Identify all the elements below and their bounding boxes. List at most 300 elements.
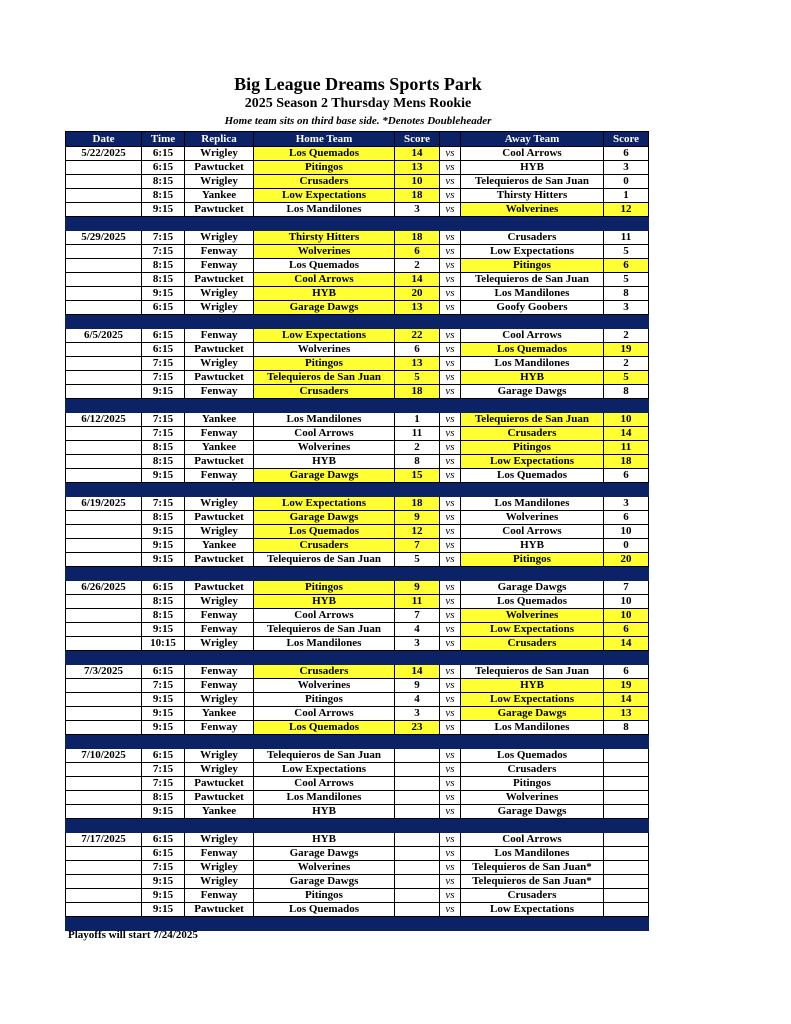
away-score: 1 <box>604 189 649 203</box>
home-score: 18 <box>395 385 440 399</box>
home-score: 18 <box>395 231 440 245</box>
away-score: 5 <box>604 273 649 287</box>
game-replica: Fenway <box>185 721 254 735</box>
week-separator-bar <box>66 399 649 413</box>
game-time: 9:15 <box>142 721 185 735</box>
away-team: Los Mandilones <box>461 287 604 301</box>
game-replica: Yankee <box>185 805 254 819</box>
table-row <box>66 693 649 707</box>
table-row <box>66 371 649 385</box>
away-score: 2 <box>604 357 649 371</box>
vs-label: vs <box>440 525 461 539</box>
game-date: 7/3/2025 <box>66 665 142 679</box>
away-team: Cool Arrows <box>461 525 604 539</box>
away-score: 11 <box>604 441 649 455</box>
table-row <box>66 903 649 917</box>
table-row <box>66 525 649 539</box>
vs-label: vs <box>440 357 461 371</box>
home-team: HYB <box>254 595 395 609</box>
game-replica: Wrigley <box>185 357 254 371</box>
game-replica: Wrigley <box>185 861 254 875</box>
home-score: 7 <box>395 539 440 553</box>
game-date <box>66 441 142 455</box>
away-team: Garage Dawgs <box>461 707 604 721</box>
game-time: 7:15 <box>142 427 185 441</box>
away-team: Pitingos <box>461 777 604 791</box>
home-score: 22 <box>395 329 440 343</box>
vs-label: vs <box>440 721 461 735</box>
away-team: Cool Arrows <box>461 329 604 343</box>
away-team: Low Expectations <box>461 245 604 259</box>
game-date <box>66 469 142 483</box>
game-date: 5/22/2025 <box>66 147 142 161</box>
away-score: 3 <box>604 497 649 511</box>
home-team: Cool Arrows <box>254 273 395 287</box>
game-replica: Pawtucket <box>185 903 254 917</box>
vs-label: vs <box>440 791 461 805</box>
game-date <box>66 707 142 721</box>
col-time: Time <box>142 132 185 147</box>
game-date <box>66 175 142 189</box>
game-time: 9:15 <box>142 805 185 819</box>
home-score: 7 <box>395 609 440 623</box>
game-replica: Wrigley <box>185 693 254 707</box>
home-team: Cool Arrows <box>254 777 395 791</box>
game-date: 6/12/2025 <box>66 413 142 427</box>
away-score <box>604 889 649 903</box>
game-time: 7:15 <box>142 679 185 693</box>
away-team: Crusaders <box>461 637 604 651</box>
col-home-score: Score <box>395 132 440 147</box>
game-date <box>66 847 142 861</box>
table-row <box>66 189 649 203</box>
vs-label: vs <box>440 455 461 469</box>
home-team: Garage Dawgs <box>254 875 395 889</box>
away-score <box>604 861 649 875</box>
week-separator <box>66 735 649 749</box>
game-replica: Fenway <box>185 847 254 861</box>
home-team: Telequieros de San Juan <box>254 623 395 637</box>
game-date <box>66 273 142 287</box>
home-score: 12 <box>395 525 440 539</box>
away-team: HYB <box>461 679 604 693</box>
game-date <box>66 287 142 301</box>
game-replica: Pawtucket <box>185 203 254 217</box>
home-team: HYB <box>254 805 395 819</box>
away-score: 6 <box>604 623 649 637</box>
week-separator <box>66 651 649 665</box>
home-team: Cool Arrows <box>254 609 395 623</box>
away-score <box>604 805 649 819</box>
away-score: 5 <box>604 245 649 259</box>
away-score: 14 <box>604 693 649 707</box>
game-replica: Pawtucket <box>185 371 254 385</box>
home-team: Low Expectations <box>254 763 395 777</box>
home-team: Low Expectations <box>254 189 395 203</box>
vs-label: vs <box>440 693 461 707</box>
home-score: 8 <box>395 455 440 469</box>
home-team: Telequieros de San Juan <box>254 553 395 567</box>
game-replica: Wrigley <box>185 525 254 539</box>
away-team: Telequieros de San Juan <box>461 413 604 427</box>
away-score: 10 <box>604 595 649 609</box>
vs-label: vs <box>440 637 461 651</box>
table-row <box>66 791 649 805</box>
schedule-table <box>65 131 649 931</box>
vs-label: vs <box>440 301 461 315</box>
home-team: Pitingos <box>254 161 395 175</box>
table-row <box>66 749 649 763</box>
game-replica: Pawtucket <box>185 273 254 287</box>
table-row <box>66 777 649 791</box>
away-score <box>604 791 649 805</box>
game-date <box>66 357 142 371</box>
vs-label: vs <box>440 553 461 567</box>
away-score: 19 <box>604 679 649 693</box>
table-row <box>66 553 649 567</box>
vs-label: vs <box>440 707 461 721</box>
game-date <box>66 679 142 693</box>
game-replica: Pawtucket <box>185 777 254 791</box>
page-note: Home team sits on third base side. *Denotes Doubleheader <box>224 115 492 127</box>
game-replica: Wrigley <box>185 749 254 763</box>
away-team: Los Mandilones <box>461 721 604 735</box>
game-replica: Fenway <box>185 469 254 483</box>
home-team: Cool Arrows <box>254 707 395 721</box>
game-replica: Fenway <box>185 623 254 637</box>
table-row <box>66 259 649 273</box>
home-score: 4 <box>395 623 440 637</box>
table-row <box>66 343 649 357</box>
week-separator-bar <box>66 217 649 231</box>
game-time: 8:15 <box>142 189 185 203</box>
away-team: Los Mandilones <box>461 497 604 511</box>
home-score <box>395 791 440 805</box>
away-team: Wolverines <box>461 791 604 805</box>
away-team: Cool Arrows <box>461 833 604 847</box>
table-row <box>66 161 649 175</box>
home-team: Los Quemados <box>254 259 395 273</box>
game-date <box>66 525 142 539</box>
home-score <box>395 903 440 917</box>
home-team: Pitingos <box>254 693 395 707</box>
home-team: Low Expectations <box>254 329 395 343</box>
game-time: 7:15 <box>142 413 185 427</box>
home-team: Wolverines <box>254 679 395 693</box>
game-replica: Wrigley <box>185 833 254 847</box>
game-time: 9:15 <box>142 623 185 637</box>
home-score <box>395 861 440 875</box>
home-team: Cool Arrows <box>254 427 395 441</box>
away-team: Garage Dawgs <box>461 385 604 399</box>
vs-label: vs <box>440 497 461 511</box>
away-score: 0 <box>604 539 649 553</box>
vs-label: vs <box>440 231 461 245</box>
game-date <box>66 245 142 259</box>
game-replica: Fenway <box>185 385 254 399</box>
away-team: Los Quemados <box>461 469 604 483</box>
away-score: 11 <box>604 231 649 245</box>
week-separator <box>66 483 649 497</box>
game-time: 6:15 <box>142 847 185 861</box>
game-time: 9:15 <box>142 889 185 903</box>
home-team: Los Quemados <box>254 147 395 161</box>
away-team: HYB <box>461 539 604 553</box>
game-time: 9:15 <box>142 203 185 217</box>
game-date <box>66 693 142 707</box>
home-score: 5 <box>395 553 440 567</box>
away-team: Wolverines <box>461 203 604 217</box>
home-team: Garage Dawgs <box>254 469 395 483</box>
game-time: 7:15 <box>142 231 185 245</box>
vs-label: vs <box>440 665 461 679</box>
game-replica: Fenway <box>185 889 254 903</box>
page-subtitle: 2025 Season 2 Thursday Mens Rookie <box>244 96 472 111</box>
game-time: 9:15 <box>142 469 185 483</box>
table-row <box>66 847 649 861</box>
home-score: 1 <box>395 413 440 427</box>
table-row <box>66 203 649 217</box>
vs-label: vs <box>440 623 461 637</box>
home-score <box>395 875 440 889</box>
game-replica: Wrigley <box>185 287 254 301</box>
game-replica: Pawtucket <box>185 511 254 525</box>
away-score: 6 <box>604 469 649 483</box>
table-row <box>66 301 649 315</box>
home-score: 9 <box>395 511 440 525</box>
game-date: 5/29/2025 <box>66 231 142 245</box>
vs-label: vs <box>440 469 461 483</box>
vs-label: vs <box>440 763 461 777</box>
home-team: Wolverines <box>254 245 395 259</box>
vs-label: vs <box>440 259 461 273</box>
game-replica: Yankee <box>185 707 254 721</box>
home-team: Pitingos <box>254 581 395 595</box>
away-score: 19 <box>604 343 649 357</box>
home-team: Crusaders <box>254 175 395 189</box>
home-team: Los Quemados <box>254 721 395 735</box>
playoffs-note: Playoffs will start 7/24/2025 <box>68 929 198 941</box>
game-date <box>66 903 142 917</box>
table-row <box>66 805 649 819</box>
table-row <box>66 861 649 875</box>
game-time: 7:15 <box>142 357 185 371</box>
game-date <box>66 623 142 637</box>
home-score: 14 <box>395 147 440 161</box>
home-score <box>395 763 440 777</box>
week-separator <box>66 819 649 833</box>
away-score: 13 <box>604 707 649 721</box>
table-row <box>66 175 649 189</box>
game-time: 7:15 <box>142 245 185 259</box>
game-time: 6:15 <box>142 161 185 175</box>
vs-label: vs <box>440 539 461 553</box>
game-date <box>66 189 142 203</box>
away-team: Goofy Goobers <box>461 301 604 315</box>
game-replica: Fenway <box>185 329 254 343</box>
game-replica: Fenway <box>185 665 254 679</box>
home-score: 13 <box>395 161 440 175</box>
away-team: Crusaders <box>461 427 604 441</box>
week-separator-bar <box>66 567 649 581</box>
home-team: Los Mandilones <box>254 413 395 427</box>
home-score <box>395 889 440 903</box>
vs-label: vs <box>440 609 461 623</box>
home-score <box>395 805 440 819</box>
week-separator <box>66 399 649 413</box>
home-team: Pitingos <box>254 889 395 903</box>
game-replica: Fenway <box>185 609 254 623</box>
game-replica: Yankee <box>185 539 254 553</box>
game-time: 9:15 <box>142 875 185 889</box>
game-time: 7:15 <box>142 497 185 511</box>
game-time: 8:15 <box>142 441 185 455</box>
game-date <box>66 763 142 777</box>
game-date <box>66 161 142 175</box>
away-score <box>604 749 649 763</box>
game-date <box>66 385 142 399</box>
game-time: 9:15 <box>142 707 185 721</box>
game-date: 6/19/2025 <box>66 497 142 511</box>
game-date <box>66 609 142 623</box>
col-vs <box>440 132 461 147</box>
away-score: 7 <box>604 581 649 595</box>
home-score: 2 <box>395 259 440 273</box>
away-score: 8 <box>604 385 649 399</box>
vs-label: vs <box>440 777 461 791</box>
page-title: Big League Dreams Sports Park <box>234 74 482 94</box>
away-score: 2 <box>604 329 649 343</box>
game-date <box>66 427 142 441</box>
home-team: Wolverines <box>254 343 395 357</box>
home-team: Crusaders <box>254 539 395 553</box>
home-score: 18 <box>395 497 440 511</box>
away-team: Los Quemados <box>461 343 604 357</box>
game-date: 6/26/2025 <box>66 581 142 595</box>
week-separator-bar <box>66 735 649 749</box>
away-team: Crusaders <box>461 889 604 903</box>
game-time: 8:15 <box>142 511 185 525</box>
game-date <box>66 721 142 735</box>
away-score: 14 <box>604 637 649 651</box>
game-date: 7/17/2025 <box>66 833 142 847</box>
home-team: Low Expectations <box>254 497 395 511</box>
game-date <box>66 455 142 469</box>
game-date <box>66 875 142 889</box>
vs-label: vs <box>440 147 461 161</box>
away-score <box>604 777 649 791</box>
away-team: Pitingos <box>461 259 604 273</box>
table-row <box>66 763 649 777</box>
game-date <box>66 371 142 385</box>
game-time: 6:15 <box>142 329 185 343</box>
week-separator-bar <box>66 315 649 329</box>
game-replica: Wrigley <box>185 231 254 245</box>
home-score: 14 <box>395 273 440 287</box>
game-time: 6:15 <box>142 301 185 315</box>
vs-label: vs <box>440 329 461 343</box>
home-team: Garage Dawgs <box>254 511 395 525</box>
home-score: 6 <box>395 343 440 357</box>
game-date <box>66 791 142 805</box>
vs-label: vs <box>440 203 461 217</box>
vs-label: vs <box>440 511 461 525</box>
game-replica: Wrigley <box>185 595 254 609</box>
game-replica: Pawtucket <box>185 343 254 357</box>
table-row <box>66 889 649 903</box>
game-replica: Fenway <box>185 259 254 273</box>
game-time: 7:15 <box>142 371 185 385</box>
game-time: 6:15 <box>142 833 185 847</box>
table-header-row <box>66 132 649 147</box>
home-score: 6 <box>395 245 440 259</box>
game-replica: Pawtucket <box>185 161 254 175</box>
home-score: 14 <box>395 665 440 679</box>
game-date <box>66 805 142 819</box>
vs-label: vs <box>440 441 461 455</box>
away-score: 0 <box>604 175 649 189</box>
table-row <box>66 329 649 343</box>
away-score: 14 <box>604 427 649 441</box>
away-team: HYB <box>461 371 604 385</box>
away-score: 10 <box>604 525 649 539</box>
home-score: 4 <box>395 693 440 707</box>
week-separator-bar <box>66 651 649 665</box>
game-time: 7:15 <box>142 763 185 777</box>
home-team: HYB <box>254 455 395 469</box>
game-time: 7:15 <box>142 777 185 791</box>
away-team: Low Expectations <box>461 693 604 707</box>
table-row <box>66 245 649 259</box>
home-score <box>395 749 440 763</box>
table-row <box>66 833 649 847</box>
away-team: Low Expectations <box>461 455 604 469</box>
away-score <box>604 875 649 889</box>
vs-label: vs <box>440 371 461 385</box>
away-team: Crusaders <box>461 763 604 777</box>
game-replica: Wrigley <box>185 497 254 511</box>
table-row <box>66 707 649 721</box>
away-team: Wolverines <box>461 609 604 623</box>
away-team: Pitingos <box>461 553 604 567</box>
table-row <box>66 623 649 637</box>
home-team: Wolverines <box>254 861 395 875</box>
game-replica: Wrigley <box>185 637 254 651</box>
home-team: Garage Dawgs <box>254 301 395 315</box>
home-team: Los Mandilones <box>254 791 395 805</box>
table-row <box>66 469 649 483</box>
table-row <box>66 511 649 525</box>
home-team: HYB <box>254 833 395 847</box>
home-score: 10 <box>395 175 440 189</box>
home-team: Los Quemados <box>254 903 395 917</box>
vs-label: vs <box>440 889 461 903</box>
game-time: 8:15 <box>142 273 185 287</box>
game-replica: Fenway <box>185 427 254 441</box>
home-score: 2 <box>395 441 440 455</box>
home-team: Garage Dawgs <box>254 847 395 861</box>
col-date: Date <box>66 132 142 147</box>
away-team: Los Quemados <box>461 749 604 763</box>
away-team: HYB <box>461 161 604 175</box>
away-team: Los Mandilones <box>461 847 604 861</box>
game-replica: Pawtucket <box>185 455 254 469</box>
vs-label: vs <box>440 343 461 357</box>
week-separator <box>66 217 649 231</box>
away-score: 6 <box>604 147 649 161</box>
table-row <box>66 427 649 441</box>
game-replica: Pawtucket <box>185 553 254 567</box>
